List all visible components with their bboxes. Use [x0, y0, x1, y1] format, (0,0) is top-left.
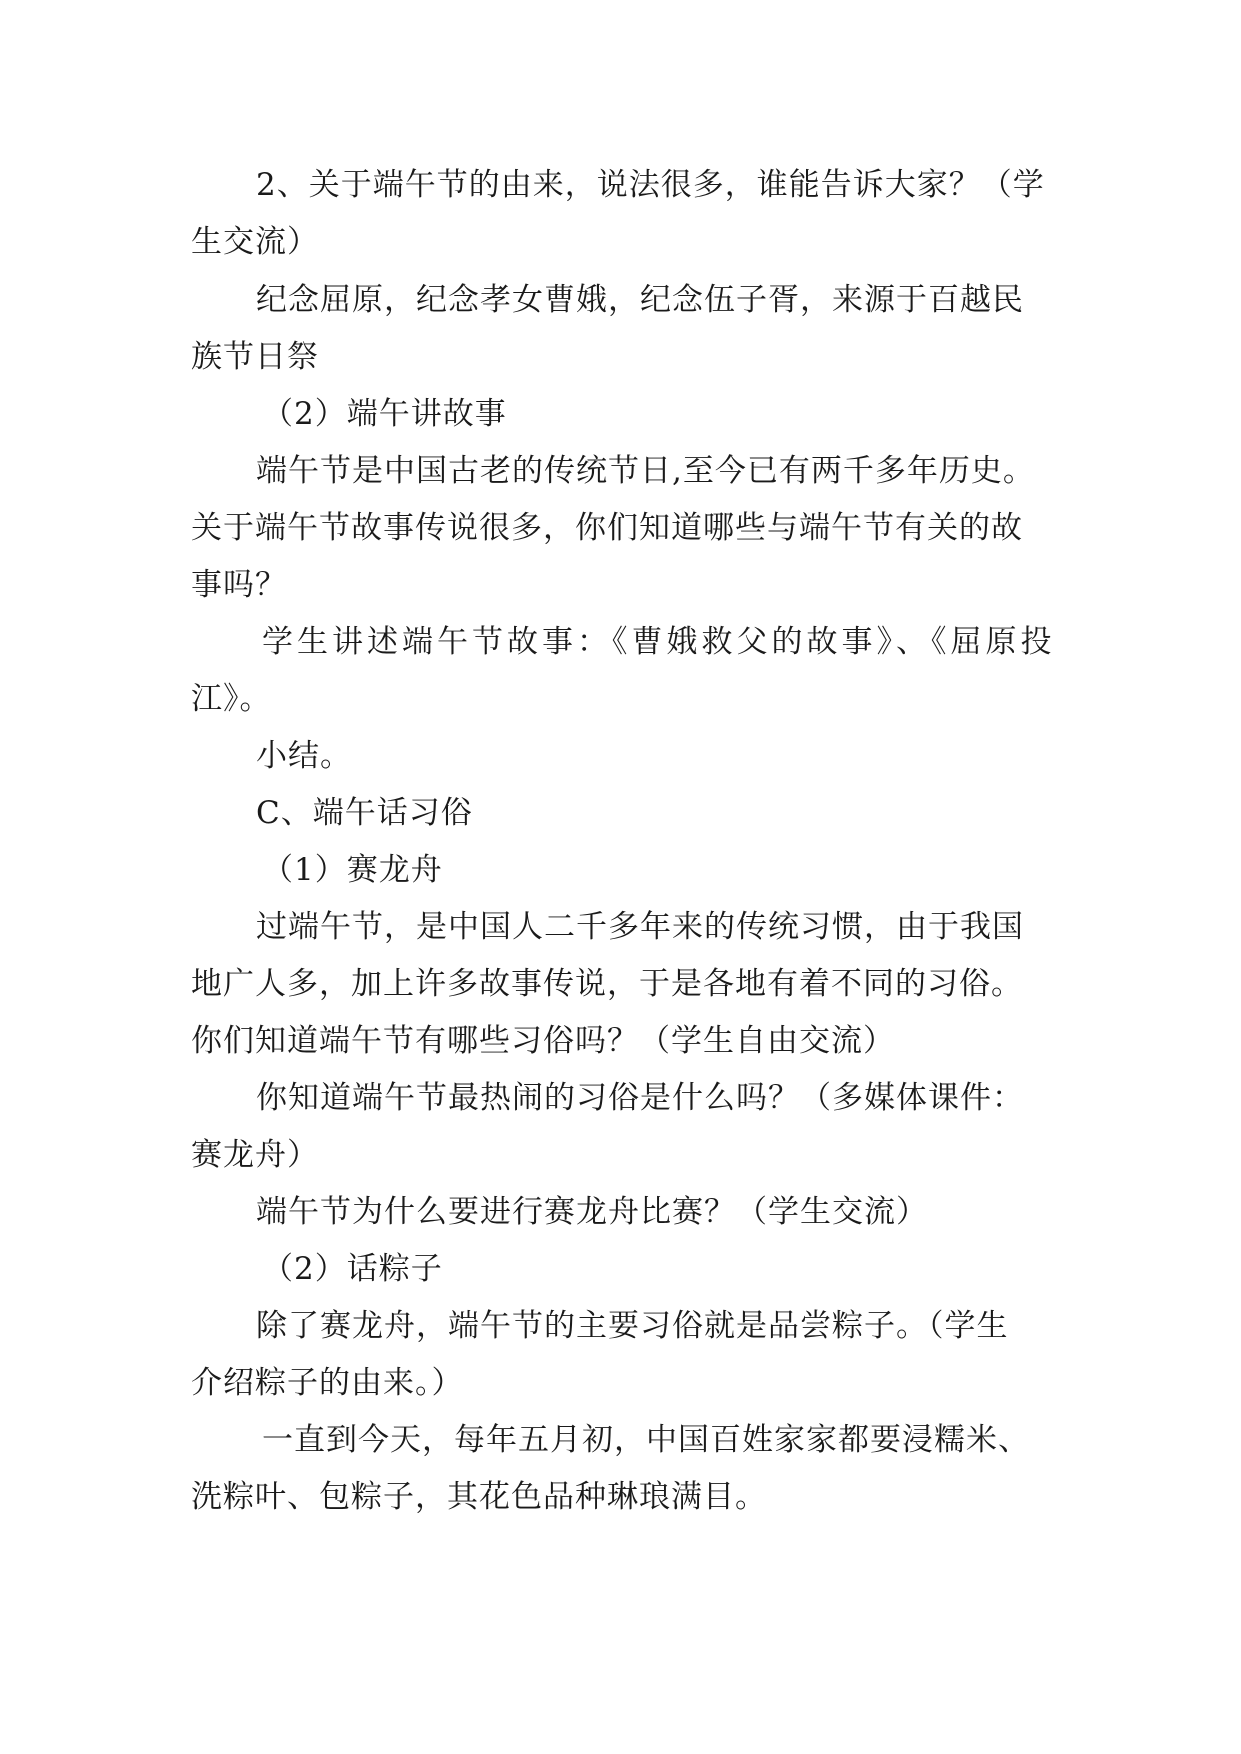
paragraph-line: 事吗？ — [191, 567, 287, 603]
section-heading: C、端午话习俗 — [256, 795, 473, 831]
paragraph-line: 赛龙舟） — [191, 1137, 319, 1173]
paragraph-line: 地广人多，加上许多故事传说，于是各地有着不同的习俗。 — [191, 966, 1023, 1002]
paragraph-line: 学生讲述端午节故事：《曹娥救父的故事》、《屈原投 — [262, 624, 1056, 660]
paragraph-line: 洗粽叶、包粽子，其花色品种琳琅满目。 — [191, 1479, 767, 1515]
paragraph-line: 过端午节，是中国人二千多年来的传统习惯，由于我国 — [256, 909, 1024, 945]
paragraph-line: 纪念屈原，纪念孝女曹娥，纪念伍子胥，来源于百越民 — [256, 282, 1024, 318]
paragraph-line: 你们知道端午节有哪些习俗吗？（学生自由交流） — [191, 1023, 895, 1059]
paragraph-line: 关于端午节故事传说很多，你们知道哪些与端午节有关的故 — [191, 510, 1023, 546]
paragraph-line: 除了赛龙舟，端午节的主要习俗就是品尝粽子。（学生 — [256, 1308, 1009, 1344]
paragraph-line: 2、关于端午节的由来，说法很多，谁能告诉大家？（学 — [256, 167, 1045, 203]
paragraph-line: 生交流） — [191, 224, 319, 260]
paragraph-line: 小结。 — [256, 738, 352, 774]
section-heading: （2）话粽子 — [262, 1251, 443, 1287]
paragraph-line: 一直到今天，每年五月初，中国百姓家家都要浸糯米、 — [262, 1422, 1030, 1458]
paragraph-line: 江》。 — [191, 681, 272, 717]
section-heading: （2）端午讲故事 — [262, 396, 507, 432]
paragraph-line: 你知道端午节最热闹的习俗是什么吗？（多媒体课件： — [256, 1080, 1024, 1116]
paragraph-line: 介绍粽子的由来。） — [191, 1365, 464, 1401]
section-heading: （1）赛龙舟 — [262, 852, 443, 888]
paragraph-line: 族节日祭 — [191, 339, 319, 375]
paragraph-line: 端午节是中国古老的传统节日,至今已有两千多年历史。 — [256, 453, 1035, 489]
paragraph-line: 端午节为什么要进行赛龙舟比赛？（学生交流） — [256, 1194, 928, 1230]
